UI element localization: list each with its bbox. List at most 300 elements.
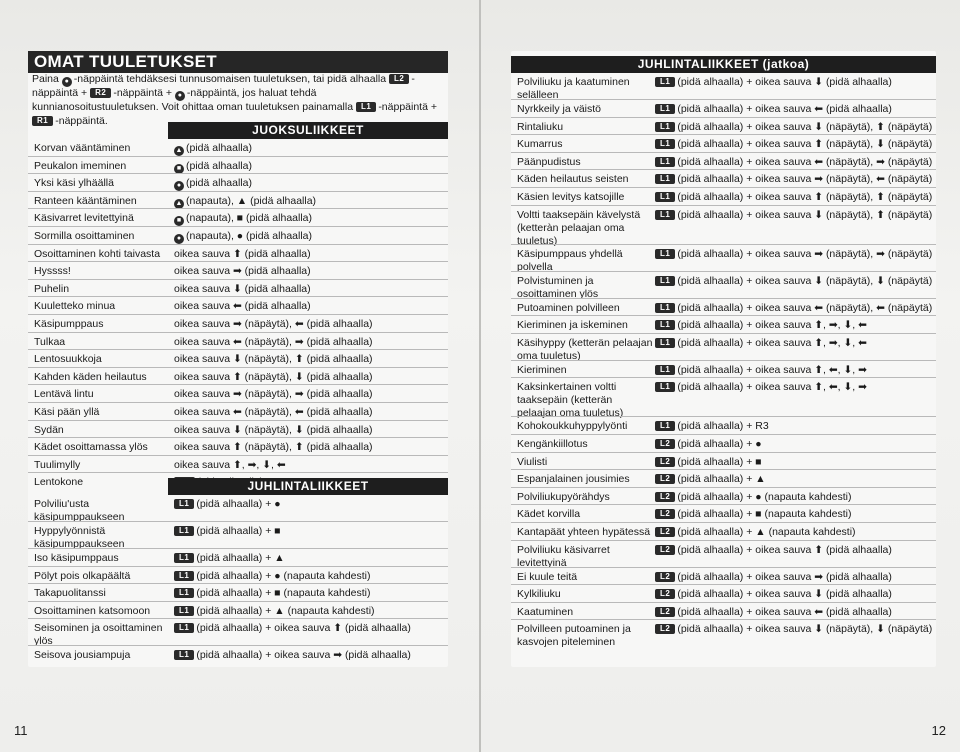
move-input	[655, 319, 867, 332]
move-input-text: (pidä alhaalla) + ■ (napauta kahdesti)	[677, 508, 852, 521]
shoulder-button-badge: L1	[174, 553, 194, 563]
section-header-running: JUOKSULIIKKEET	[168, 122, 448, 139]
section-header-celebrations-continued: JUHLINTALIIKKEET (jatkoa)	[511, 56, 936, 73]
move-name: Seisova jousiampuja	[34, 649, 131, 661]
move-name-note: (ketterän pelaajan oma tuuletus)	[517, 336, 653, 362]
move-name-text: Kylkiliuku	[517, 588, 561, 601]
move-input	[174, 318, 373, 331]
move-input	[174, 195, 316, 209]
move-name-text: Rintaliuku	[517, 120, 564, 133]
table-row	[28, 261, 448, 279]
move-input-text: oikea sauva ➡ (näpäytä), ➡ (pidä alhaalla)	[174, 388, 373, 401]
move-input	[174, 283, 311, 296]
table-row	[28, 332, 448, 350]
move-name: Lentävä lintu	[34, 388, 94, 401]
move-input-text: (pidä alhaalla)	[186, 142, 252, 154]
move-input	[655, 76, 892, 89]
move-name: Kädet osoittamassa ylös	[34, 441, 148, 454]
table-row	[28, 244, 448, 262]
move-input	[655, 473, 766, 486]
move-name: Puhelin	[34, 282, 70, 295]
move-name	[517, 156, 653, 169]
move-name: Käsivarret levitettyinä	[34, 212, 134, 225]
table-row	[28, 548, 448, 566]
table-row	[511, 187, 936, 205]
table-row	[28, 314, 448, 332]
table-row	[511, 487, 936, 505]
left-panel	[28, 51, 448, 667]
move-name: Seisominen ja osoittaminen ylös	[34, 622, 163, 647]
move-input	[655, 526, 856, 539]
triangle-button-icon: ▲	[175, 147, 183, 154]
shoulder-button-badge: L1	[655, 157, 675, 167]
move-input	[655, 438, 762, 451]
move-name: Takapuolitanssi	[34, 587, 106, 599]
move-name-text: Kaksinkertainen voltti taaksepäin	[517, 381, 617, 407]
shoulder-button-badge: R2	[90, 88, 111, 98]
table-row	[511, 134, 936, 152]
shoulder-button-badge: R1	[32, 116, 53, 126]
move-input-text: (pidä alhaalla) + oikea sauva ⬆ (näpäytä), ⬆ (näpäytä)	[677, 190, 933, 203]
square-button-icon: ■	[174, 164, 184, 174]
table-row	[511, 73, 936, 99]
shoulder-button-badge: L2	[655, 492, 675, 502]
table-row	[28, 402, 448, 420]
move-name	[517, 438, 653, 451]
table-row	[511, 452, 936, 470]
circle-button-icon: ●	[174, 181, 184, 191]
move-name-text: Kumarrus	[517, 138, 563, 151]
move-name: Osoittaminen katsomoon	[34, 604, 151, 617]
move-input-text: (pidä alhaalla) + oikea sauva ⬇ (näpäytä), ⬇ (näpäytä)	[677, 274, 933, 287]
move-input-text: (pidä alhaalla) + oikea sauva ⬆ (pidä alhaalla)	[196, 622, 411, 634]
shoulder-button-badge: L1	[655, 320, 675, 330]
move-name: Polviliu'usta käsipumppaukseen	[34, 498, 125, 523]
move-name	[517, 302, 653, 315]
move-input-text: (pidä alhaalla) + oikea sauva ➡ (pidä alhaalla)	[196, 649, 411, 661]
move-input	[655, 103, 892, 116]
move-name	[517, 209, 653, 248]
move-name-text: Nyrkkeily ja väistö	[517, 103, 602, 115]
shoulder-button-badge: L1	[174, 571, 194, 581]
move-input-text: oikea sauva ⬆ (näpäytä), ⬆ (pidä alhaalla)	[174, 441, 373, 454]
move-input	[655, 248, 932, 261]
move-input	[174, 552, 285, 565]
move-name-text: Kaatuminen	[517, 605, 574, 618]
move-input	[174, 622, 411, 635]
shoulder-button-badge: L1	[174, 623, 194, 633]
move-name-text: Käsipumppaus yhdellä polvella	[517, 247, 623, 273]
move-name	[517, 456, 653, 469]
table-row	[28, 279, 448, 297]
move-name-text: Polvistuminen ja osoittaminen ylös	[517, 274, 599, 300]
move-input-text: (pidä alhaalla)	[186, 159, 252, 172]
move-input	[174, 406, 373, 419]
move-name-text: Kantapäät yhteen hypätessä	[517, 525, 651, 538]
shoulder-button-badge: L2	[655, 545, 675, 555]
move-name: Lentosuukkoja	[34, 353, 102, 366]
table-row	[511, 619, 936, 649]
table-row	[511, 504, 936, 522]
move-input	[655, 623, 932, 636]
move-name: Hyssss!	[34, 265, 71, 278]
move-input	[655, 138, 932, 151]
move-input-text: oikea sauva ⬆ (näpäytä), ⬇ (pidä alhaalla)	[174, 370, 373, 383]
move-name	[517, 526, 653, 539]
move-name: Yksi käsi ylhäällä	[34, 177, 114, 190]
shoulder-button-badge: L1	[655, 249, 675, 259]
move-name-text: Käden heilautus seisten	[517, 173, 629, 186]
section-header-celebrations: JUHLINTALIIKKEET	[168, 478, 448, 495]
table-row	[511, 205, 936, 247]
move-input	[174, 371, 373, 384]
table-row	[28, 226, 448, 244]
circle-button-icon: ●	[62, 77, 72, 87]
move-input	[174, 570, 371, 583]
move-input	[174, 587, 371, 600]
intro-fragment: -näppäintä, jos haluat tehdä kunnianosoitustuuletuksen. Voit ohittaa oman tuuletuksen painamalla	[32, 87, 356, 113]
move-input-text: (pidä alhaalla) + oikea sauva ⬆, ➡, ⬇, ⬅	[677, 319, 867, 332]
move-name: Korvan vääntäminen	[34, 142, 131, 154]
shoulder-button-badge: L1	[655, 104, 675, 114]
move-input-text: oikea sauva ⬆ (pidä alhaalla)	[174, 247, 311, 260]
move-input	[655, 456, 762, 469]
move-input-text: (pidä alhaalla) + ▲ (napauta kahdesti)	[196, 604, 375, 617]
table-row	[28, 437, 448, 455]
shoulder-button-badge: L2	[655, 527, 675, 537]
table-row	[28, 601, 448, 619]
move-name-text: Polviliukupyörähdys	[517, 490, 610, 503]
move-name-text: Käsien levitys katsojille	[517, 190, 625, 203]
move-name: Lentokone	[34, 476, 84, 489]
move-name: Sormilla osoittaminen	[34, 229, 135, 242]
move-input-text: (pidä alhaalla) + ■ (napauta kahdesti)	[196, 587, 371, 599]
page-number-left: 11	[14, 723, 28, 738]
celebration-moves-list	[28, 495, 448, 663]
move-input-text: oikea sauva ⬇ (näpäytä), ⬆ (pidä alhaalla)	[174, 353, 373, 366]
move-name	[517, 491, 653, 504]
move-name-text: Kieriminen ja iskeminen	[517, 319, 628, 332]
move-name: Käsi pään yllä	[34, 405, 100, 418]
shoulder-button-badge: L1	[655, 303, 675, 313]
move-input	[655, 209, 932, 222]
shoulder-button-badge: L1	[174, 499, 194, 509]
table-row	[28, 384, 448, 402]
move-name: Hyppylyönnistä käsipumppaukseen	[34, 525, 125, 550]
move-input	[655, 191, 932, 204]
move-name	[517, 103, 653, 116]
move-input	[174, 142, 252, 156]
shoulder-button-badge: L1	[655, 365, 675, 375]
move-name: Iso käsipumppaus	[34, 552, 119, 564]
shoulder-button-badge: L1	[174, 588, 194, 598]
move-name-text: Ei kuule teitä	[517, 570, 578, 583]
move-name: Ranteen kääntäminen	[34, 194, 137, 207]
table-row	[28, 208, 448, 226]
move-input	[174, 459, 286, 472]
table-row	[511, 377, 936, 420]
circle-button-icon: ●	[174, 234, 184, 244]
shoulder-button-badge: L2	[655, 572, 675, 582]
move-name	[517, 571, 653, 584]
move-input-text: (pidä alhaalla) + oikea sauva ➡ (pidä alhaalla)	[677, 570, 892, 583]
move-name	[517, 173, 653, 186]
move-input	[655, 588, 892, 601]
move-name	[517, 420, 653, 433]
table-row	[511, 360, 936, 378]
move-input-text: oikea sauva ⬅ (pidä alhaalla)	[174, 300, 311, 313]
shoulder-button-badge: L1	[655, 276, 675, 286]
table-row	[511, 567, 936, 585]
move-name-text: Kieriminen	[517, 363, 567, 376]
move-name-text: Polviliuku käsivarret levitettyinä	[517, 543, 610, 569]
move-name-text: Espanjalainen jousimies	[517, 473, 630, 486]
move-name: Tulkaa	[34, 335, 66, 348]
move-input-text: (pidä alhaalla) + R3	[677, 420, 769, 433]
move-name-text: Polviliuku ja kaatuminen selälleen	[517, 76, 630, 101]
table-row	[511, 117, 936, 135]
table-row	[511, 333, 936, 360]
intro-fragment: -näppäintä +	[113, 87, 175, 99]
move-input	[655, 364, 867, 377]
shoulder-button-badge: L1	[655, 192, 675, 202]
move-input-text: (pidä alhaalla) + oikea sauva ➡ (näpäytä), ⬅ (näpäytä)	[677, 173, 933, 186]
move-name: Kuuletteko minua	[34, 300, 116, 313]
move-input-text: (pidä alhaalla) + oikea sauva ⬅ (pidä alhaalla)	[677, 103, 892, 115]
move-name	[517, 121, 653, 134]
move-input-text: (napauta), ▲ (pidä alhaalla)	[186, 194, 317, 207]
move-input-text: (pidä alhaalla) + ▲ (napauta kahdesti)	[677, 525, 856, 538]
table-row	[28, 455, 448, 473]
table-row	[28, 521, 448, 548]
move-name-text: Voltti taaksepäin kävelystä	[517, 208, 641, 221]
table-row	[511, 298, 936, 316]
move-name-text: Putoaminen polvilleen	[517, 301, 620, 314]
move-input-text: (pidä alhaalla) + ●	[196, 498, 281, 510]
move-input-text: (pidä alhaalla) + oikea sauva ⬇ (näpäytä), ⬇ (näpäytä)	[677, 623, 933, 636]
move-input-text: (pidä alhaalla) + oikea sauva ⬇ (näpäytä), ⬆ (näpäytä)	[677, 120, 933, 133]
move-name-text: Viulisti	[517, 455, 548, 468]
move-name-text: Kohokoukkuhyppylyönti	[517, 420, 628, 433]
move-name: Käsipumppaus	[34, 317, 104, 330]
table-row	[28, 566, 448, 584]
move-input	[655, 544, 892, 557]
move-input	[655, 156, 932, 169]
move-name	[517, 364, 653, 377]
move-input	[174, 300, 311, 313]
table-row	[511, 315, 936, 333]
shoulder-button-badge: L1	[655, 210, 675, 220]
table-row	[28, 139, 448, 156]
move-name	[517, 138, 653, 151]
move-input	[655, 337, 867, 350]
intro-fragment: Paina	[32, 73, 62, 85]
table-row	[511, 244, 936, 271]
shoulder-button-badge: L2	[655, 439, 675, 449]
move-name: Pölyt pois olkapäältä	[34, 569, 131, 582]
table-row	[511, 522, 936, 540]
table-row	[28, 645, 448, 663]
shoulder-button-badge: L1	[174, 650, 194, 660]
move-input-text: (pidä alhaalla) + oikea sauva ⬅ (näpäytä), ➡ (näpäytä)	[677, 155, 933, 168]
shoulder-button-badge: L1	[655, 421, 675, 431]
move-input	[174, 160, 252, 174]
table-row	[28, 296, 448, 314]
table-row	[511, 416, 936, 434]
shoulder-button-badge: L1	[174, 526, 194, 536]
move-name-text: Polvilleen putoaminen ja kasvojen piteleminen	[517, 623, 631, 649]
table-row	[28, 173, 448, 191]
move-input	[655, 508, 852, 521]
move-input	[174, 525, 281, 538]
move-input-text: (pidä alhaalla) + ■	[196, 525, 281, 537]
table-row	[28, 156, 448, 174]
title-bar	[28, 51, 448, 73]
move-input-text: (pidä alhaalla) + oikea sauva ⬇ (näpäytä), ⬆ (näpäytä)	[677, 208, 933, 221]
move-input	[655, 420, 769, 433]
table-row	[28, 495, 448, 521]
table-row	[28, 583, 448, 601]
move-name: Tuulimylly	[34, 458, 81, 471]
move-input	[174, 336, 373, 349]
move-name	[517, 623, 653, 649]
circle-button-icon: ●	[175, 91, 185, 101]
table-row	[28, 618, 448, 645]
triangle-button-icon: ▲	[175, 199, 183, 207]
intro-fragment: -näppäintä tehdäksesi tunnusomaisen tuuletuksen, tai pidä alhaalla	[73, 73, 389, 85]
move-input	[174, 265, 311, 278]
move-name	[517, 319, 653, 332]
table-row	[28, 420, 448, 438]
move-name	[517, 381, 653, 420]
move-input-text: (pidä alhaalla) + oikea sauva ⬆, ⬅, ⬇, ➡	[677, 381, 867, 394]
move-input	[655, 173, 932, 186]
shoulder-button-badge: L1	[655, 122, 675, 132]
move-input	[174, 441, 373, 454]
intro-fragment: -näppäintä +	[378, 101, 437, 113]
move-name-text: Päänpudistus	[517, 155, 581, 168]
running-moves-list	[28, 139, 448, 490]
table-row	[511, 469, 936, 487]
table-row	[511, 271, 936, 298]
intro-fragment: -näppäintä +	[32, 73, 415, 99]
move-name: Peukalon imeminen	[34, 159, 127, 172]
move-input	[174, 248, 311, 261]
move-input-text: oikea sauva ➡ (pidä alhaalla)	[174, 265, 311, 278]
move-input-text: (napauta), ■ (pidä alhaalla)	[186, 212, 312, 225]
square-button-icon: ■	[174, 216, 184, 226]
move-input-text: (pidä alhaalla) + ■	[677, 455, 762, 468]
table-row	[28, 367, 448, 385]
move-name	[517, 606, 653, 619]
shoulder-button-badge: L1	[174, 606, 194, 616]
move-input	[174, 212, 312, 226]
move-input	[174, 353, 373, 366]
move-input-text: (pidä alhaalla) + oikea sauva ⬅ (näpäytä), ⬅ (näpäytä)	[677, 301, 933, 314]
table-row	[511, 169, 936, 187]
shoulder-button-badge: L1	[655, 174, 675, 184]
move-input-text: (pidä alhaalla) + oikea sauva ⬆, ⬅, ⬇, ➡	[677, 363, 867, 376]
table-row	[28, 191, 448, 209]
shoulder-button-badge: L1	[356, 102, 376, 112]
move-name	[517, 473, 653, 486]
move-input	[174, 605, 375, 618]
move-input-text: (pidä alhaalla) + ▲	[677, 473, 766, 486]
table-row	[511, 434, 936, 452]
move-input-text: (pidä alhaalla) + ▲	[196, 552, 285, 564]
move-input-text: (pidä alhaalla) + oikea sauva ⬆ (pidä alhaalla)	[677, 543, 892, 556]
right-panel	[511, 51, 936, 667]
shoulder-button-badge: L2	[655, 589, 675, 599]
move-name-text: Käsihyppy	[517, 336, 566, 349]
move-input	[655, 571, 892, 584]
move-input-text: (napauta), ● (pidä alhaalla)	[186, 229, 312, 242]
table-row	[28, 349, 448, 367]
shoulder-button-badge: L2	[655, 607, 675, 617]
move-input-text: (pidä alhaalla) + oikea sauva ⬇ (pidä alhaalla)	[677, 588, 892, 601]
move-input	[174, 177, 252, 191]
shoulder-button-badge: L1	[655, 139, 675, 149]
table-row	[511, 152, 936, 170]
move-input-text: oikea sauva ➡ (näpäytä), ⬅ (pidä alhaalla)	[174, 317, 373, 330]
move-input	[174, 649, 411, 662]
table-row	[511, 99, 936, 117]
shoulder-button-badge: L2	[655, 624, 675, 634]
move-input	[174, 388, 373, 401]
move-name	[517, 191, 653, 204]
shoulder-button-badge: L1	[655, 77, 675, 87]
move-name-text: Kädet korvilla	[517, 508, 581, 521]
table-row	[511, 584, 936, 602]
move-input	[655, 606, 892, 619]
shoulder-button-badge: L1	[655, 338, 675, 348]
move-input	[174, 424, 373, 437]
move-name: Osoittaminen kohti taivasta	[34, 247, 161, 260]
move-name-note: (ketterän pelaajan oma tuuletus)	[517, 394, 624, 420]
move-input	[655, 275, 932, 288]
move-input-text: oikea sauva ⬆, ➡, ⬇, ⬅	[174, 458, 286, 471]
move-input	[174, 498, 281, 511]
intro-fragment: -näppäintä.	[55, 114, 108, 127]
celebration-moves-continued-list	[511, 73, 936, 649]
move-input	[655, 121, 932, 134]
page-title: OMAT TUULETUKSET	[34, 52, 217, 71]
table-row	[511, 540, 936, 567]
move-input-text: oikea sauva ⬇ (näpäytä), ⬇ (pidä alhaalla)	[174, 423, 373, 436]
intro-text	[32, 73, 444, 128]
move-input-text: (pidä alhaalla) + oikea sauva ⬇ (pidä alhaalla)	[677, 76, 892, 88]
move-input-text: (pidä alhaalla)	[186, 177, 252, 190]
shoulder-button-badge: L2	[655, 509, 675, 519]
shoulder-button-badge: L2	[655, 457, 675, 467]
move-name: Kahden käden heilautus	[34, 370, 147, 383]
page-number-right: 12	[931, 723, 946, 738]
shoulder-button-badge: L2	[655, 474, 675, 484]
move-input-text: (pidä alhaalla) + ●	[677, 437, 762, 450]
move-input-text: oikea sauva ⬇ (pidä alhaalla)	[174, 282, 311, 295]
move-name-note: (ketteràn pelaajan oma tuuletus)	[517, 221, 625, 247]
move-input-text: oikea sauva ⬅ (näpäytä), ⬅ (pidä alhaalla)	[174, 405, 373, 418]
move-input	[655, 381, 867, 394]
move-name-text: Kengänkiillotus	[517, 437, 588, 450]
table-row	[511, 602, 936, 620]
move-input	[655, 302, 932, 315]
move-input-text: oikea sauva ⬅ (näpäytä), ➡ (pidä alhaalla)	[174, 335, 373, 348]
shoulder-button-badge: L1	[655, 382, 675, 392]
move-input	[655, 491, 852, 504]
move-input-text: (pidä alhaalla) + oikea sauva ⬅ (pidä alhaalla)	[677, 605, 892, 618]
move-input-text: (pidä alhaalla) + oikea sauva ➡ (näpäytä), ➡ (näpäytä)	[677, 247, 933, 260]
